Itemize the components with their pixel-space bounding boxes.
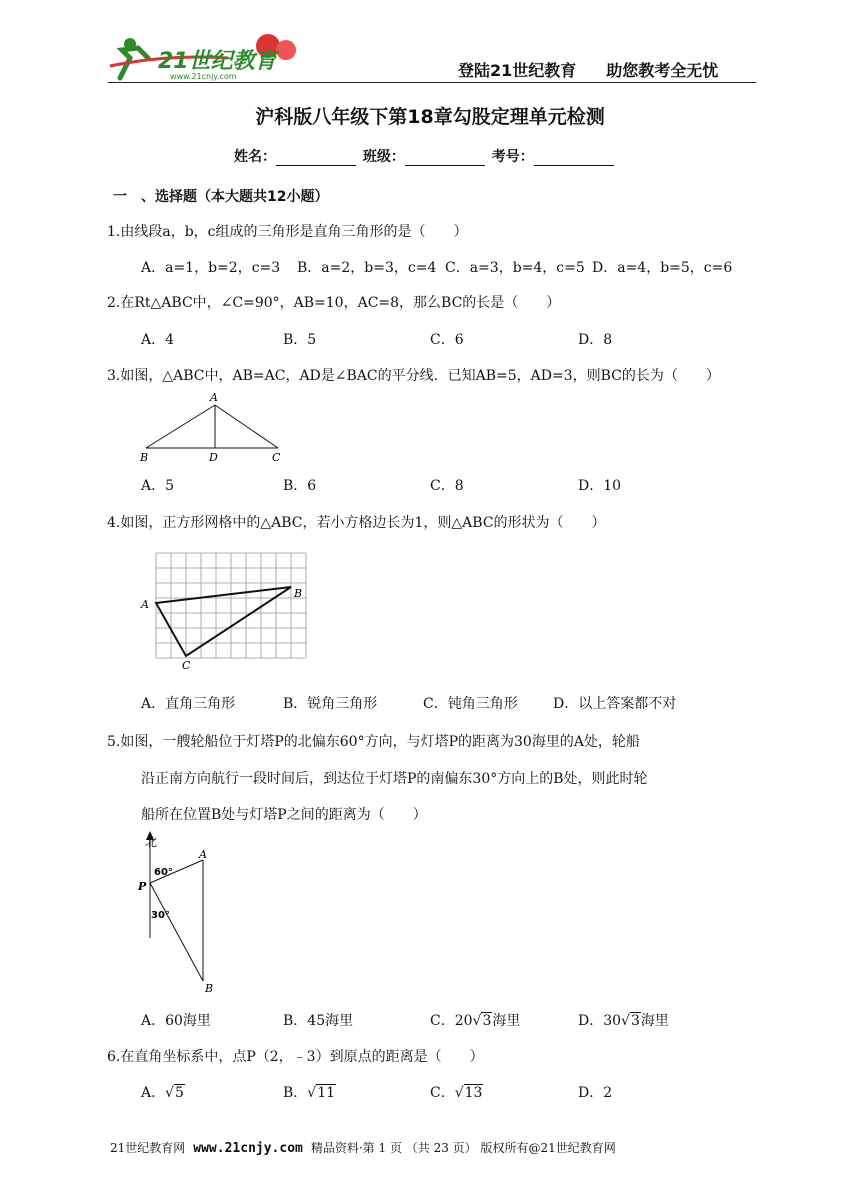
svg-text:B: B xyxy=(294,587,303,600)
sqrt-symbol: √3 xyxy=(472,1013,492,1029)
number-field[interactable] xyxy=(534,151,614,166)
svg-text:30°: 30° xyxy=(151,910,170,921)
number-label: 考号： xyxy=(491,149,534,165)
q2-option-b: B．5 xyxy=(283,332,317,348)
question-1-stem: 1.由线段a，b，c组成的三角形是直角三角形的是（ ） xyxy=(107,224,468,240)
svg-text:www.21cnjy.com: www.21cnjy.com xyxy=(170,72,237,81)
sqrt-symbol: √3 xyxy=(621,1013,640,1029)
question-5-stem-line2: 沿正南方向航行一段时间后，到达位于灯塔P的南偏东30°方向上的B处，则此时轮 xyxy=(141,771,648,787)
header-slogan xyxy=(458,58,748,81)
footer-site: 21世纪教育网 xyxy=(110,1141,186,1155)
question-3-stem: 3.如图，△ABC中，AB=AC，AD是∠BAC的平分线．已知AB=5，AD=3，则BC的长为（ ） xyxy=(107,368,720,384)
header-divider xyxy=(108,82,756,83)
q5-option-b: B．45海里 xyxy=(283,1013,354,1029)
question-2-stem: 2.在Rt△ABC中，∠C=90°，AB=10，AC=8，那么BC的长是（ ） xyxy=(107,295,561,311)
q1-option-d: D．a=4，b=5，c=6 xyxy=(592,260,733,276)
class-label: 班级： xyxy=(362,149,405,165)
q4-grid-figure xyxy=(138,548,323,673)
page-footer xyxy=(110,1139,616,1156)
svg-text:B: B xyxy=(140,451,149,464)
q2-option-a: A．4 xyxy=(141,332,175,348)
q6-option-b: B．√11 xyxy=(283,1085,336,1101)
page-title: 沪科版八年级下第18章勾股定理单元检测 xyxy=(255,106,605,128)
section-heading: 一 、选择题（本大题共12小题） xyxy=(113,189,329,205)
svg-text:B: B xyxy=(205,982,214,995)
svg-text:C: C xyxy=(182,659,191,672)
name-label: 姓名： xyxy=(234,149,276,165)
slogan-text: 助您教考全无忧 xyxy=(606,61,719,80)
q6-option-d: D．2 xyxy=(578,1085,613,1101)
student-info xyxy=(234,146,616,166)
svg-text:P: P xyxy=(138,880,147,893)
q4-option-b: B．锐角三角形 xyxy=(283,696,378,712)
q1-option-c: C．a=3，b=4，c=5 xyxy=(445,260,585,276)
q1-option-b: B．a=2，b=3，c=4 xyxy=(297,260,437,276)
q5-option-c: C．20√3海里 xyxy=(430,1013,521,1029)
q3-option-c: C．8 xyxy=(430,478,464,494)
footer-url[interactable]: www.21cnjy.com xyxy=(193,1141,303,1156)
svg-text:21世纪教育: 21世纪教育 xyxy=(158,49,277,74)
q6-option-a: A．√5 xyxy=(141,1085,184,1101)
svg-text:北: 北 xyxy=(145,835,158,849)
q5-option-a: A．60海里 xyxy=(141,1013,211,1029)
question-6-stem: 6.在直角坐标系中，点P（2，﹣3）到原点的距离是（ ） xyxy=(107,1049,484,1065)
footer-page-info: 精品资料·第 1 页 （共 23 页） 版权所有@21世纪教育网 xyxy=(310,1141,616,1155)
q3-triangle-figure xyxy=(138,390,298,465)
q3-option-b: B．6 xyxy=(283,478,317,494)
q4-option-a: A．直角三角形 xyxy=(141,696,236,712)
q2-option-d: D．8 xyxy=(578,332,613,348)
q4-option-d: D．以上答案都不对 xyxy=(553,696,677,712)
svg-text:A: A xyxy=(210,391,218,404)
name-field[interactable] xyxy=(276,151,356,166)
sqrt-symbol: √11 xyxy=(307,1085,336,1101)
q4-option-c: C．钝角三角形 xyxy=(423,696,518,712)
q2-option-c: C．6 xyxy=(430,332,464,348)
question-5-stem-line1: 5.如图，一艘轮船位于灯塔P的北偏东60°方向，与灯塔P的距离为30海里的A处，轮船 xyxy=(107,734,640,750)
class-field[interactable] xyxy=(405,151,485,166)
q5-option-d: D．30√3海里 xyxy=(578,1013,669,1029)
svg-text:C: C xyxy=(272,451,281,464)
q1-option-a: A．a=1，b=2，c=3 xyxy=(141,260,281,276)
svg-text:60°: 60° xyxy=(154,867,173,878)
q6-option-c: C．√13 xyxy=(430,1085,483,1101)
svg-text:D: D xyxy=(209,451,218,464)
q5-bearing-figure xyxy=(135,828,225,1000)
q3-option-d: D．10 xyxy=(578,478,622,494)
question-5-stem-line3: 船所在位置B处与灯塔P之间的距离为（ ） xyxy=(141,807,427,823)
q3-option-a: A．5 xyxy=(141,478,175,494)
login-link[interactable]: 登陆21世纪教育 xyxy=(458,61,577,80)
sqrt-symbol: √5 xyxy=(165,1085,184,1101)
sqrt-symbol: √13 xyxy=(454,1085,483,1101)
question-4-stem: 4.如图，正方形网格中的△ABC，若小方格边长为1，则△ABC的形状为（ ） xyxy=(107,515,606,531)
site-logo xyxy=(108,28,308,83)
svg-text:A: A xyxy=(141,598,149,611)
svg-text:A: A xyxy=(199,848,207,861)
